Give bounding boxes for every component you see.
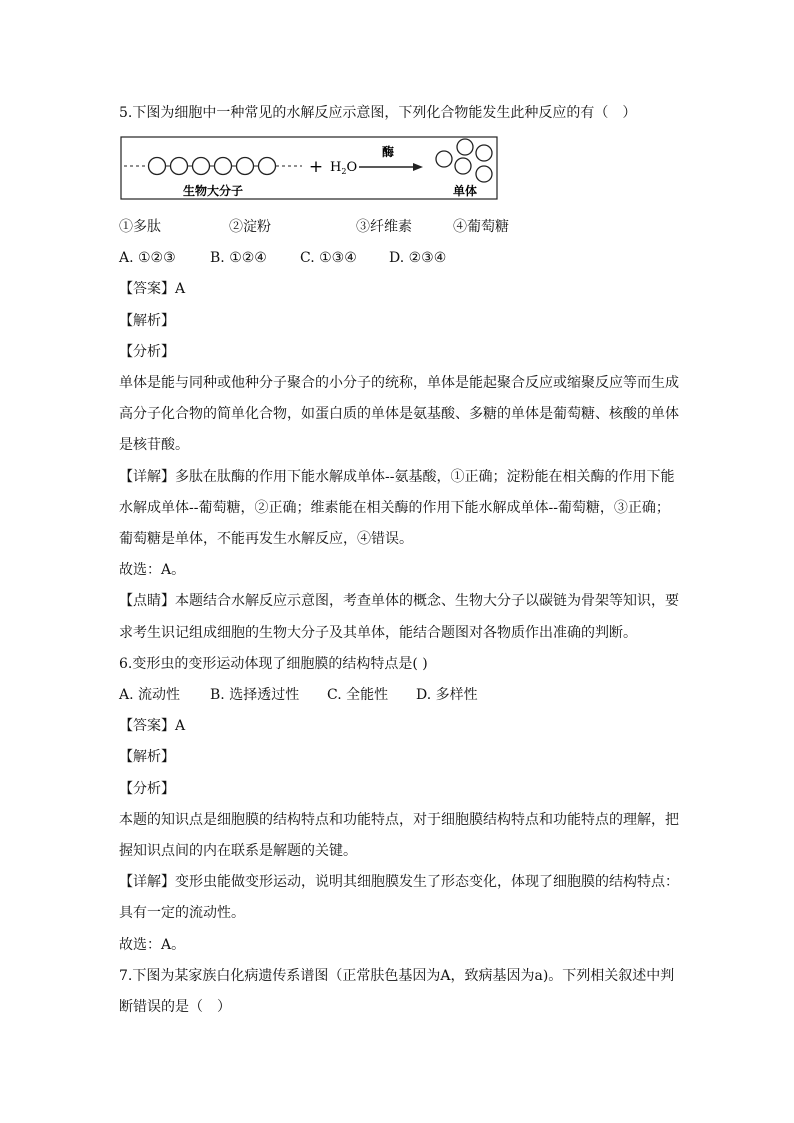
q6-detail-line: 【详解】变形虫能做变形运动，说明其细胞膜发生了形态变化，体现了细胞膜的结构特点： — [119, 874, 679, 890]
q5-comment-line: 求考生识记组成细胞的生物大分子及其单体，能结合题图对各物质作出准确的判断。 — [119, 625, 637, 641]
chain-monomer — [259, 158, 276, 175]
q5-answer: 【答案】A — [119, 281, 186, 297]
free-monomer — [476, 166, 492, 182]
q5-detail-line: 【详解】多肽在肽酶的作用下能水解成单体--氨基酸，①正确；淀粉能在相关酶的作用下能 — [119, 469, 675, 485]
q5-choose: 故选：A。 — [119, 562, 186, 578]
q5-analysis-line: 是核苷酸。 — [119, 437, 189, 453]
chain-monomer — [171, 158, 188, 175]
q6-choose: 故选：A。 — [119, 937, 186, 953]
q5-analysis-line: 单体是能与同种或他种分子聚合的小分子的统称，单体是能起聚合反应或缩聚反应等而生成 — [119, 375, 679, 391]
q5-option-c: C. ①③④ — [300, 250, 357, 266]
chain-monomer — [149, 158, 166, 175]
q5-detail-line: 水解成单体--葡萄糖，②正确；维素能在相关酶的作用下能水解成单体--葡萄糖，③正确； — [119, 500, 670, 516]
q5-detail-line: 葡萄糖是单体，不能再发生水解反应，④错误。 — [119, 531, 413, 547]
q5-option-b: B. ①②④ — [210, 250, 267, 266]
q7-stem-line: 断错误的是（ ） — [119, 999, 231, 1015]
q5-option-d: D. ②③④ — [389, 250, 447, 266]
q6-jiexi: 【解析】 — [119, 749, 175, 765]
chain-monomer — [193, 158, 210, 175]
q6-option-b: B. 选择透过性 — [210, 687, 300, 703]
water-formula: $H_2O$ — [330, 160, 358, 176]
enzyme-label: 酶 — [381, 145, 395, 159]
q5-stem: 5.下图为细胞中一种常见的水解反应示意图，下列化合物能发生此种反应的有（ ） — [119, 105, 637, 121]
q6-analysis-line: 本题的知识点是细胞膜的结构特点和功能特点，对于细胞膜结构特点和功能特点的理解，把 — [119, 812, 679, 828]
macromolecule-label: 生物大分子 — [182, 184, 244, 198]
q5-item: ②淀粉 — [229, 219, 271, 235]
free-monomer — [457, 139, 473, 155]
hydrolysis-diagram — [120, 136, 498, 200]
chain-monomer — [215, 158, 232, 175]
q6-option-a: A. 流动性 — [119, 687, 181, 703]
q6-stem: 6.变形虫的变形运动体现了细胞膜的结构特点是( ) — [119, 656, 428, 672]
monomer-label: 单体 — [452, 184, 478, 198]
free-monomer — [476, 145, 492, 161]
q6-answer: 【答案】A — [119, 718, 186, 734]
q6-fenxi: 【分析】 — [119, 781, 175, 797]
q5-item: ④葡萄糖 — [453, 219, 509, 235]
free-monomer — [455, 158, 471, 174]
free-monomer — [436, 151, 452, 167]
plus-sign: + — [308, 157, 324, 177]
q6-option-c: C. 全能性 — [327, 687, 389, 703]
q5-analysis-line: 高分子化合物的简单化合物，如蛋白质的单体是氨基酸、多糖的单体是葡萄糖、核酸的单体 — [119, 406, 679, 422]
q5-comment-line: 【点睛】本题结合水解反应示意图，考查单体的概念、生物大分子以碳链为骨架等知识，要 — [119, 593, 679, 609]
q5-fenxi: 【分析】 — [119, 344, 175, 360]
q5-item: ①多肽 — [119, 219, 161, 235]
q6-analysis-line: 握知识点间的内在联系是解题的关键。 — [119, 843, 357, 859]
q6-option-d: D. 多样性 — [416, 687, 478, 703]
q5-option-a: A. ①②③ — [119, 250, 176, 266]
q5-jiexi: 【解析】 — [119, 313, 175, 329]
chain-monomer — [237, 158, 254, 175]
q7-stem-line: 7.下图为某家族白化病遗传系谱图（正常肤色基因为A，致病基因为a)。下列相关叙述中判 — [119, 968, 675, 984]
q6-detail-line: 具有一定的流动性。 — [119, 905, 245, 921]
q5-item: ③纤维素 — [356, 219, 412, 235]
